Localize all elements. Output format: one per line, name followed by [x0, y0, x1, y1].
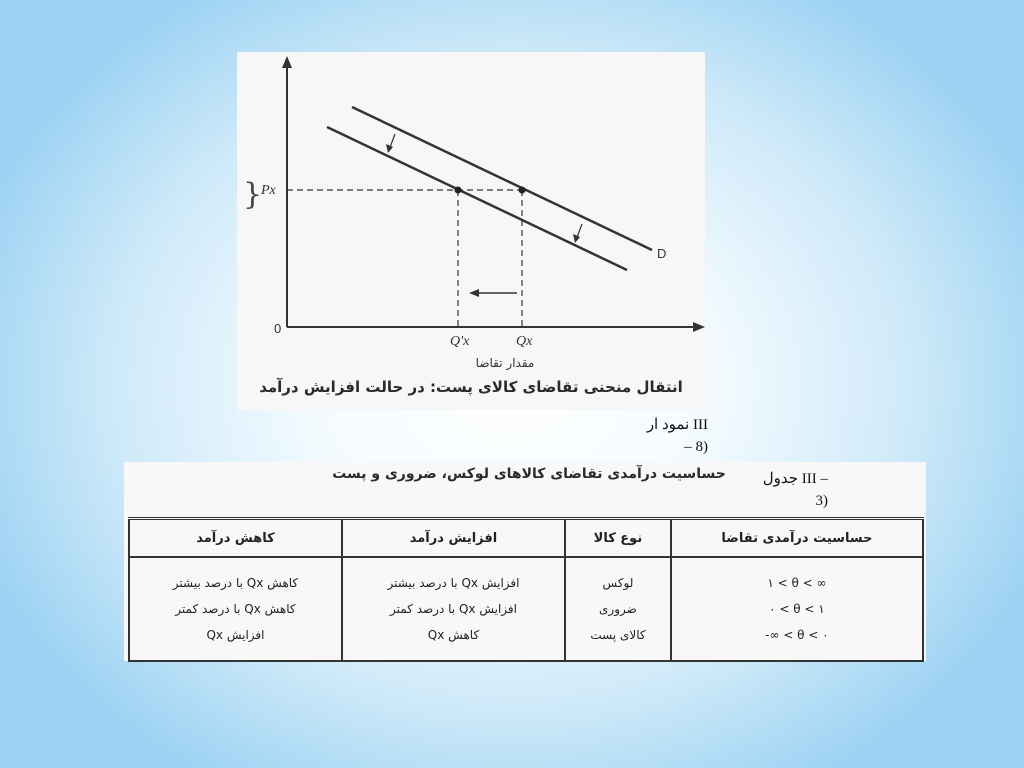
shift-arrow-upper-head — [386, 144, 393, 153]
q-old-label: Qx — [516, 334, 533, 349]
increase-necessity: افزایش Qx با درصد کمتر — [389, 602, 517, 616]
demand-curve-original — [352, 107, 652, 250]
cell-income-decrease — [129, 557, 342, 661]
sensitivity-necessity: ۰ < θ < ۱ — [769, 602, 825, 616]
header-income-decrease: کاهش درآمد — [129, 519, 342, 558]
y-axis-arrow — [282, 56, 292, 68]
figure-ref-line2: – 8) — [684, 439, 708, 455]
increase-luxury: افزایش Qx با درصد بیشتر — [387, 576, 520, 590]
x-axis-title: مقدار تقاضا — [475, 356, 535, 370]
cell-sensitivity — [671, 557, 923, 661]
origin-label: 0 — [274, 321, 282, 336]
quantity-shift-arrow-head — [469, 289, 479, 297]
figure-ref-line1: نمود ار III — [646, 417, 708, 433]
point-old — [519, 187, 526, 194]
table-ref-line2: 3) — [815, 493, 828, 509]
cell-good-type — [565, 557, 671, 661]
type-luxury: لوکس — [602, 576, 634, 590]
type-inferior: کالای پست — [590, 628, 646, 642]
decrease-luxury: کاهش Qx با درصد بیشتر — [172, 576, 299, 590]
point-new — [455, 187, 462, 194]
figure-caption: انتقال منحنی تقاضای کالای پست: در حالت افزایش درآمد — [259, 378, 683, 396]
table-ref-line1: جدول III – — [762, 471, 828, 487]
demand-shift-figure — [237, 52, 705, 410]
demand-curve-shifted — [327, 127, 627, 270]
table-header-row — [129, 519, 923, 558]
shift-arrow-lower-head — [573, 234, 580, 243]
price-label: Px — [261, 183, 276, 198]
header-good-type: نوع کالا — [565, 519, 671, 558]
curve-label: D — [657, 246, 667, 261]
sensitivity-luxury: ۱ < θ < ∞ — [767, 576, 827, 590]
price-brace: } — [243, 177, 263, 212]
increase-inferior: کاهش Qx — [427, 628, 480, 642]
income-sensitivity-table — [128, 517, 924, 662]
decrease-inferior: افزایش Qx — [206, 628, 265, 642]
table-row — [129, 557, 923, 661]
header-income-increase: افزایش درآمد — [342, 519, 565, 558]
cell-income-increase — [342, 557, 565, 661]
header-sensitivity: حساسیت درآمدی تقاضا — [671, 519, 923, 558]
decrease-necessity: کاهش Qx با درصد کمتر — [175, 602, 296, 616]
x-axis-arrow — [693, 322, 705, 332]
sensitivity-inferior: -∞ < θ < ۰ — [765, 628, 829, 642]
q-new-label: Q'x — [450, 334, 470, 349]
table-title: حساسیت درآمدی تقاضای کالاهای لوکس، ضروری و پست — [332, 466, 726, 482]
type-necessity: ضروری — [599, 602, 637, 616]
